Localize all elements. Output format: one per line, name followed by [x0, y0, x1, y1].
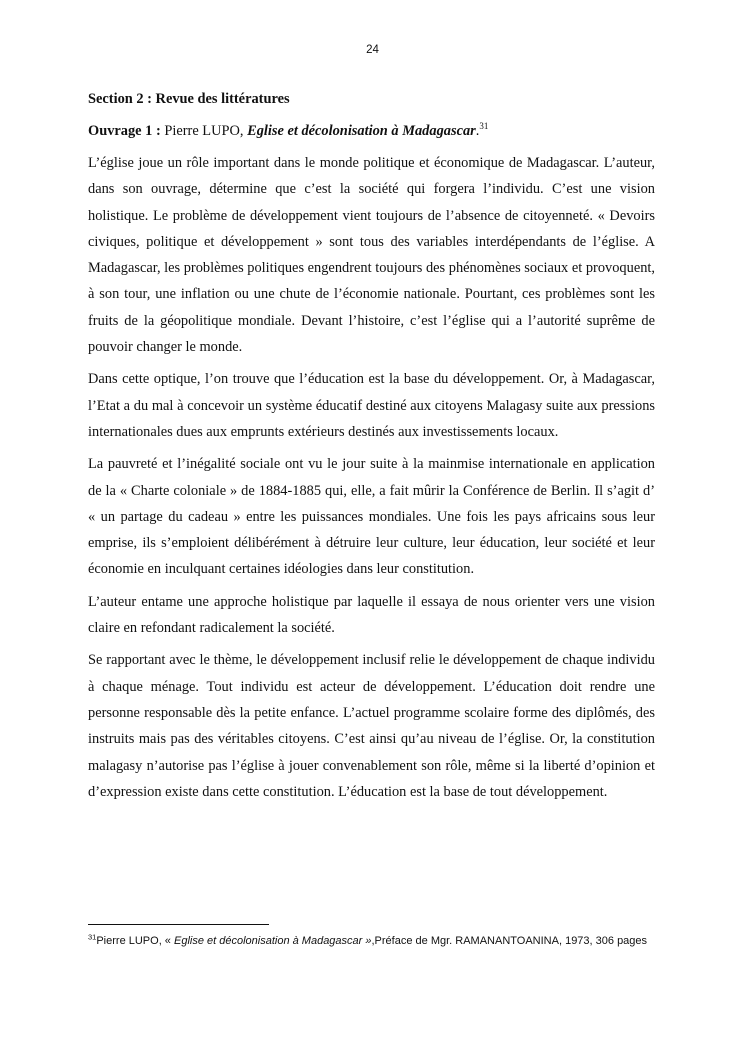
page-number: 24 — [366, 44, 379, 56]
footnote-suffix: ,Préface de Mgr. RAMANANTOANINA, 1973, 306 pages — [371, 935, 648, 947]
work-end-punct: . — [475, 123, 480, 139]
paragraph: La pauvreté et l’inégalité sociale ont vu le jour suite à la mainmise internationale en application de la « Charte coloniale » de 1884-1885 qui, elle, a fait mûrir la Conférence de Berlin. Il s’agit d’ « un partage du cadeau » entre les puissances mondiales. Une fois les pays africains sous leur emprise, ils s’emploient délibérément à détruire leur culture, leur éducation, leur société et leur économie en inculquant certaines idéologies dans leur constitution. — [88, 456, 655, 578]
work-title: Eglise et décolonisation à Madagascar — [247, 123, 476, 139]
section-title: Section 2 : Revue des littératures — [88, 91, 290, 107]
work-author: Pierre LUPO, — [160, 123, 248, 139]
footnote-prefix: Pierre LUPO, « — [96, 935, 174, 947]
footnote-reference: 31 — [479, 121, 489, 132]
main-content — [88, 86, 655, 805]
footnote-number: 31 — [88, 932, 97, 942]
paragraph: Se rapportant avec le thème, le développement inclusif relie le développement de chaque individu à chaque ménage. Tout individu est acteur de développement. L’éducation doit rendre une personne responsable dès la petite enfance. L’actuel programme scolaire forme des diplômés, des instruits mais pas des véritables citoyens. C’est ainsi qu’au niveau de l’église. Or, la constitution malagasy n’autorise pas l’église à jouer convenablement son rôle, même si la liberté d’opinion et d’expression existe dans cette constitution. L’éducation est la base de tout développement. — [88, 652, 655, 800]
work-heading — [88, 118, 655, 144]
work-label: Ouvrage 1 : — [88, 123, 161, 139]
paragraph: L’auteur entame une approche holistique par laquelle il essaya de nous orienter vers une vision claire en refondant radicalement la société. — [88, 593, 655, 637]
paragraph: Dans cette optique, l’on trouve que l’éducation est la base du développement. Or, à Madagascar, l’Etat a du mal à concevoir un système éducatif destiné aux citoyens Malagasy suite aux pressions internationales dues aux emprunts extérieurs destinés aux investissements locaux. — [88, 371, 655, 440]
footnote-separator — [88, 924, 269, 925]
paragraph: L’église joue un rôle important dans le monde politique et économique de Madagascar. L’auteur, dans son ouvrage, détermine que c’est la société qui forgera l’individu. C’est une vision holistique. Le problème de développement vient toujours de l’absence de citoyenneté. « Devoirs civiques, politique et développement » sont tous des variables interdépendants de l’église. A Madagascar, les problèmes politiques engendrent toujours des phénomènes sociaux et provoquent, à son tour, une inflation ou une chute de l’économie nationale. Pourtant, ces problèmes sont les fruits de la géopolitique mondiale. Devant l’histoire, c’est l’église qui a l’autorité suprême de pouvoir changer le monde. — [88, 155, 655, 356]
footnote — [88, 932, 655, 950]
footnote-title: Eglise et décolonisation à Madagascar » — [173, 935, 372, 947]
